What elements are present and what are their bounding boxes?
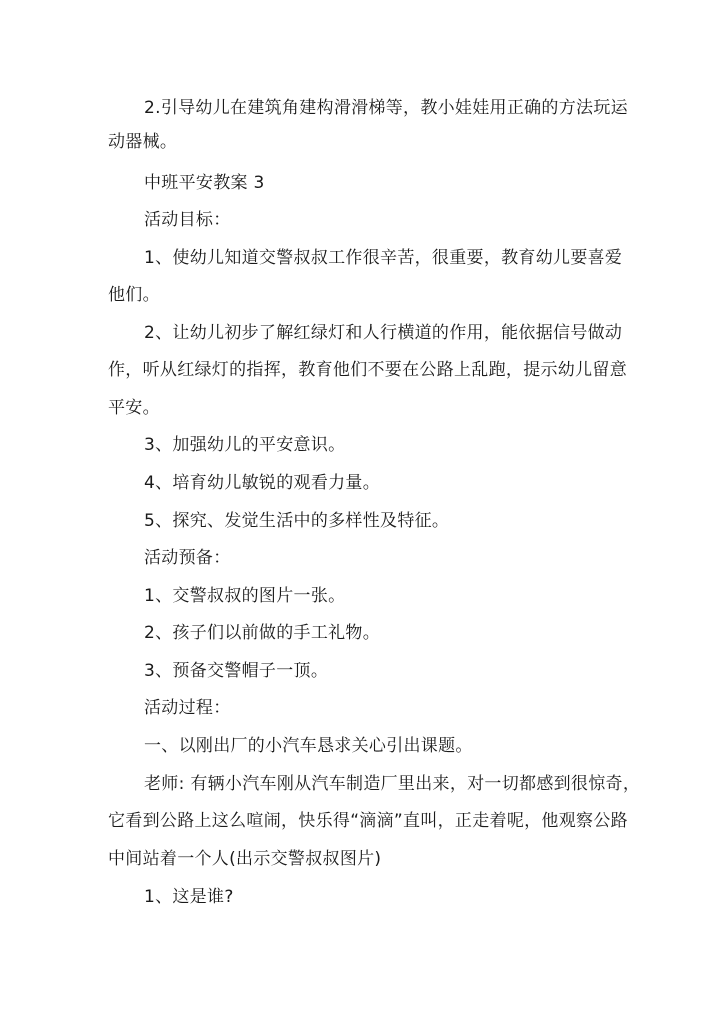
goal-5: 5、探究、发觉生活中的多样性及特征。: [144, 511, 450, 531]
goal-4: 4、培育幼儿敏锐的观看力量。: [144, 473, 381, 493]
paragraph-1-line-2: 动器械。: [108, 132, 178, 152]
prep-2: 2、孩子们以前做的手工礼物。: [144, 623, 381, 643]
paragraph-1-line-1: 2.引导幼儿在建筑角建构滑滑梯等，教小娃娃用正确的方法玩运: [144, 98, 628, 118]
process-step-1: 一、以刚出厂的小汽车恳求关心引出课题。: [144, 736, 473, 756]
goal-1-line-2: 他们。: [108, 285, 160, 305]
section-heading: 中班平安教案 3: [144, 173, 265, 193]
goal-2-line-2: 作，听从红绿灯的指挥，教育他们不要在公路上乱跑，提示幼儿留意: [108, 360, 627, 380]
goal-3: 3、加强幼儿的平安意识。: [144, 435, 346, 455]
goal-2-line-1: 2、让幼儿初步了解红绿灯和人行横道的作用，能依据信号做动: [144, 323, 623, 343]
question-1: 1、这是谁?: [144, 887, 234, 907]
teacher-dialogue-line-3: 中间站着一个人(出示交警叔叔图片): [108, 849, 382, 869]
subheading-activity-goals: 活动目标：: [144, 210, 231, 230]
goal-2-line-3: 平安。: [108, 398, 160, 418]
subheading-activity-process: 活动过程：: [144, 698, 231, 718]
teacher-dialogue-line-2: 它看到公路上这么喧闹，快乐得“滴滴”直叫，正走着呢，他观察公路: [108, 811, 628, 831]
prep-3: 3、预备交警帽子一顶。: [144, 661, 329, 681]
subheading-activity-prep: 活动预备：: [144, 548, 231, 568]
prep-1: 1、交警叔叔的图片一张。: [144, 586, 346, 606]
goal-1-line-1: 1、使幼儿知道交警叔叔工作很辛苦，很重要，教育幼儿要喜爱: [144, 248, 623, 268]
teacher-dialogue-line-1: 老师: 有辆小汽车刚从汽车制造厂里出来，对一切都感到很惊奇，: [144, 774, 641, 794]
